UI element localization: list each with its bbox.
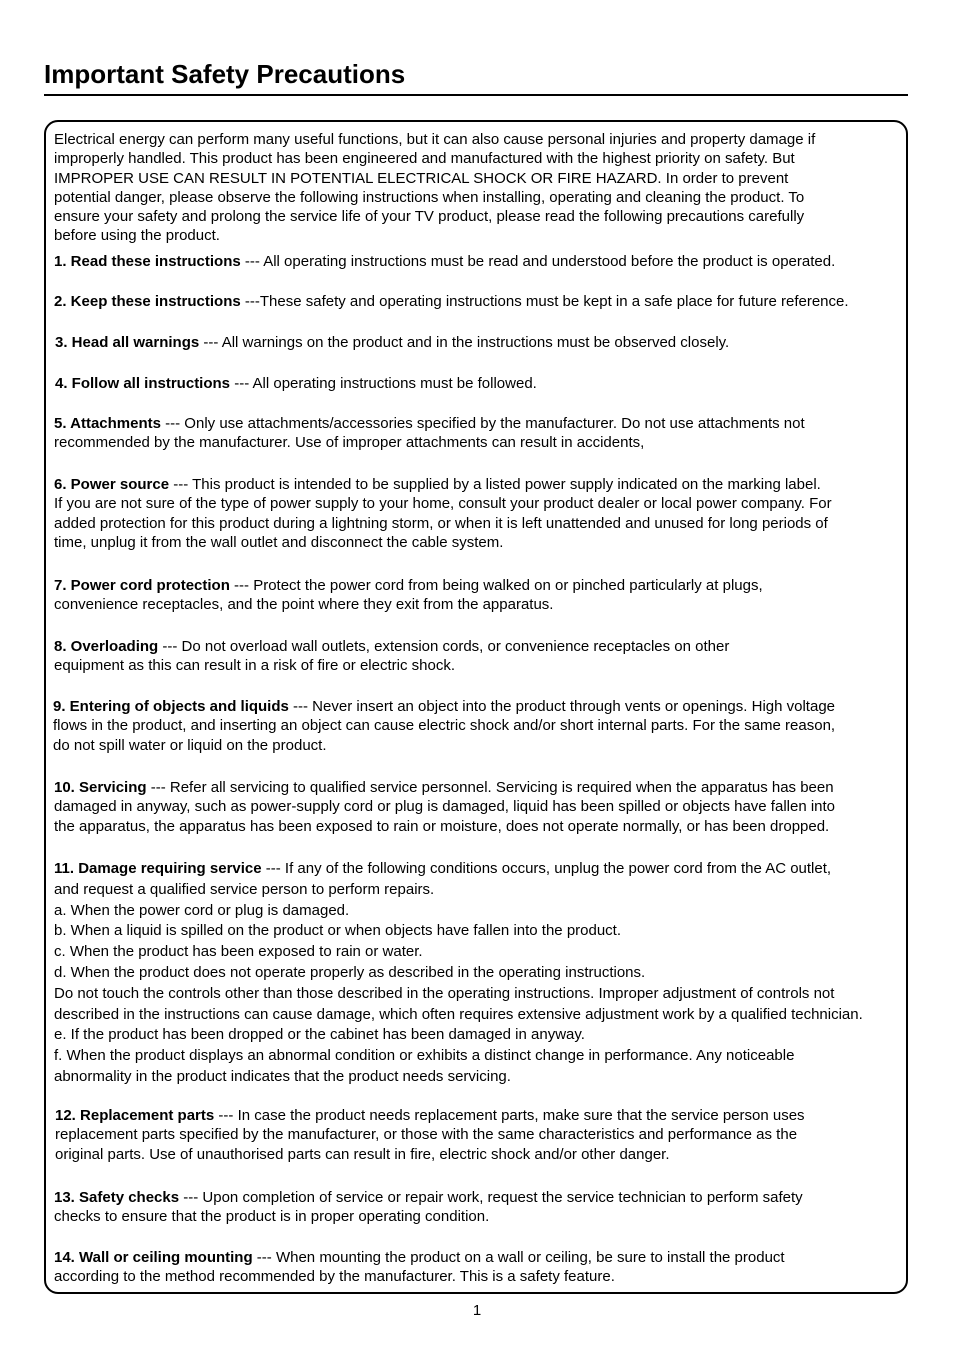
precaution-heading: 7. Power cord protection: [54, 577, 230, 594]
intro-line: improperly handled. This product has been engineered and manufactured with the highest priority on safety. But: [54, 150, 795, 168]
precaution-heading: 13. Safety checks: [54, 1189, 180, 1206]
intro-line: IMPROPER USE CAN RESULT IN POTENTIAL ELECTRICAL SHOCK OR FIRE HAZARD. In order to prevent: [54, 169, 789, 187]
precaution-14: 14. Wall or ceiling mounting --- When mounting the product on a wall or ceiling, be sure to install the product according to the method recommended by the manufacturer. This is a safety feature.: [54, 1249, 785, 1286]
precaution-heading: 2. Keep these instructions: [54, 293, 241, 310]
precaution-8: 8. Overloading --- Do not overload wall outlets, extension cords, or convenience receptacles on other equipment as this can result in a risk of fire or electric shock.: [54, 638, 730, 675]
title-underline: [44, 94, 908, 96]
precaution-13: 13. Safety checks --- Upon completion of service or repair work, request the service technician to perform safety checks to ensure that the product is in proper operating condition.: [54, 1189, 803, 1226]
precaution-heading: 10. Servicing: [54, 779, 147, 796]
precaution-heading: 9. Entering of objects and liquids: [53, 698, 289, 715]
precaution-1: 1. Read these instructions --- All operating instructions must be read and understood before the product is operated.: [54, 253, 836, 270]
precaution-9: 9. Entering of objects and liquids --- Never insert an object into the product through vents or openings. High voltage flows in the product, and inserting an object can cause electric shock and/or short internal parts. For the same reason, do not spill water or liquid on the product.: [53, 698, 836, 754]
precaution-5: 5. Attachments --- Only use attachments/accessories specified by the manufacturer. Do not use attachments not recommended by the manufacturer. Use of improper attachments can result in accidents,: [54, 415, 805, 452]
precaution-heading: 8. Overloading: [54, 638, 159, 655]
precaution-7: 7. Power cord protection --- Protect the power cord from being walked on or pinched particularly at plugs, convenience receptacles, and the point where they exit from the apparatus.: [54, 577, 763, 614]
precaution-heading: 1. Read these instructions: [54, 253, 241, 270]
precaution-6: 6. Power source --- This product is intended to be supplied by a listed power supply indicated on the marking label. If you are not sure of the type of power supply to your home, consult your product dealer or local power company. For added protection for this product during a lightning storm, or when it is left unattended and unused for long periods of time, unplug it from the wall outlet and disconnect the cable system.: [54, 476, 832, 551]
precaution-heading: 14. Wall or ceiling mounting: [54, 1249, 253, 1266]
precaution-heading: 5. Attachments: [54, 415, 161, 432]
intro-paragraph: [54, 130, 815, 246]
intro-line: before using the product.: [54, 227, 220, 245]
precaution-heading: 11. Damage requiring service: [54, 860, 262, 877]
precaution-heading: 12. Replacement parts: [55, 1107, 215, 1124]
precaution-heading: 6. Power source: [54, 476, 170, 493]
intro-line: potential danger, please observe the following instructions when installing, operating and cleaning the product. To: [54, 188, 805, 206]
precaution-3: 3. Head all warnings --- All warnings on the product and in the instructions must be observed closely.: [55, 334, 730, 351]
intro-line: Electrical energy can perform many useful functions, but it can also cause personal injuries and property damage if: [54, 131, 816, 148]
precaution-heading: 4. Follow all instructions: [55, 375, 231, 392]
precaution-10: 10. Servicing --- Refer all servicing to qualified service personnel. Servicing is required when the apparatus has been damaged in anyway, such as power-supply cord or plug is damaged, liquid has been spilled or objects have fallen into the apparatus, the apparatus has been exposed to rain or moisture, does not operate normally, or has been dropped.: [54, 779, 836, 835]
precaution-2: 2. Keep these instructions ---These safety and operating instructions must be kept in a safe place for future reference.: [54, 293, 849, 310]
precaution-4: 4. Follow all instructions --- All operating instructions must be followed.: [55, 375, 537, 392]
page-title: Important Safety Precautions: [44, 59, 406, 89]
intro-line: ensure your safety and prolong the service life of your TV product, please read the following precautions carefully: [54, 208, 805, 226]
precaution-12: 12. Replacement parts --- In case the product needs replacement parts, make sure that the service person uses replacement parts specified by the manufacturer, or those with the same characteristics and performance as the original parts. Use of unauthorised parts can result in fire, electric shock and/or other danger.: [55, 1107, 805, 1163]
precaution-11: 11. Damage requiring service --- If any of the following conditions occurs, unplug the power cord from the AC outlet, and request a qualified service person to perform repairs. a. When the power cord or plug is damaged. b. When a liquid is spilled on the product or when objects have fallen into the product. c. When the product has been exposed to rain or water. d. When the product does not operate properly as described in the operating instructions. Do not touch the controls other than those described in the operating instructions. Improper adjustment of controls not described in the instructions can cause damage, which often requires extensive adjustment work by a qualified technician. e. If the product has been dropped or the cabinet has been damaged in anyway. f. When the product displays an abnormal condition or exhibits a distinct change in performance. Any noticeable abnormality in the product indicates that the product needs servicing.: [54, 860, 863, 1085]
precaution-heading: 3. Head all warnings: [55, 334, 200, 351]
page-number: 1: [472, 1302, 482, 1319]
